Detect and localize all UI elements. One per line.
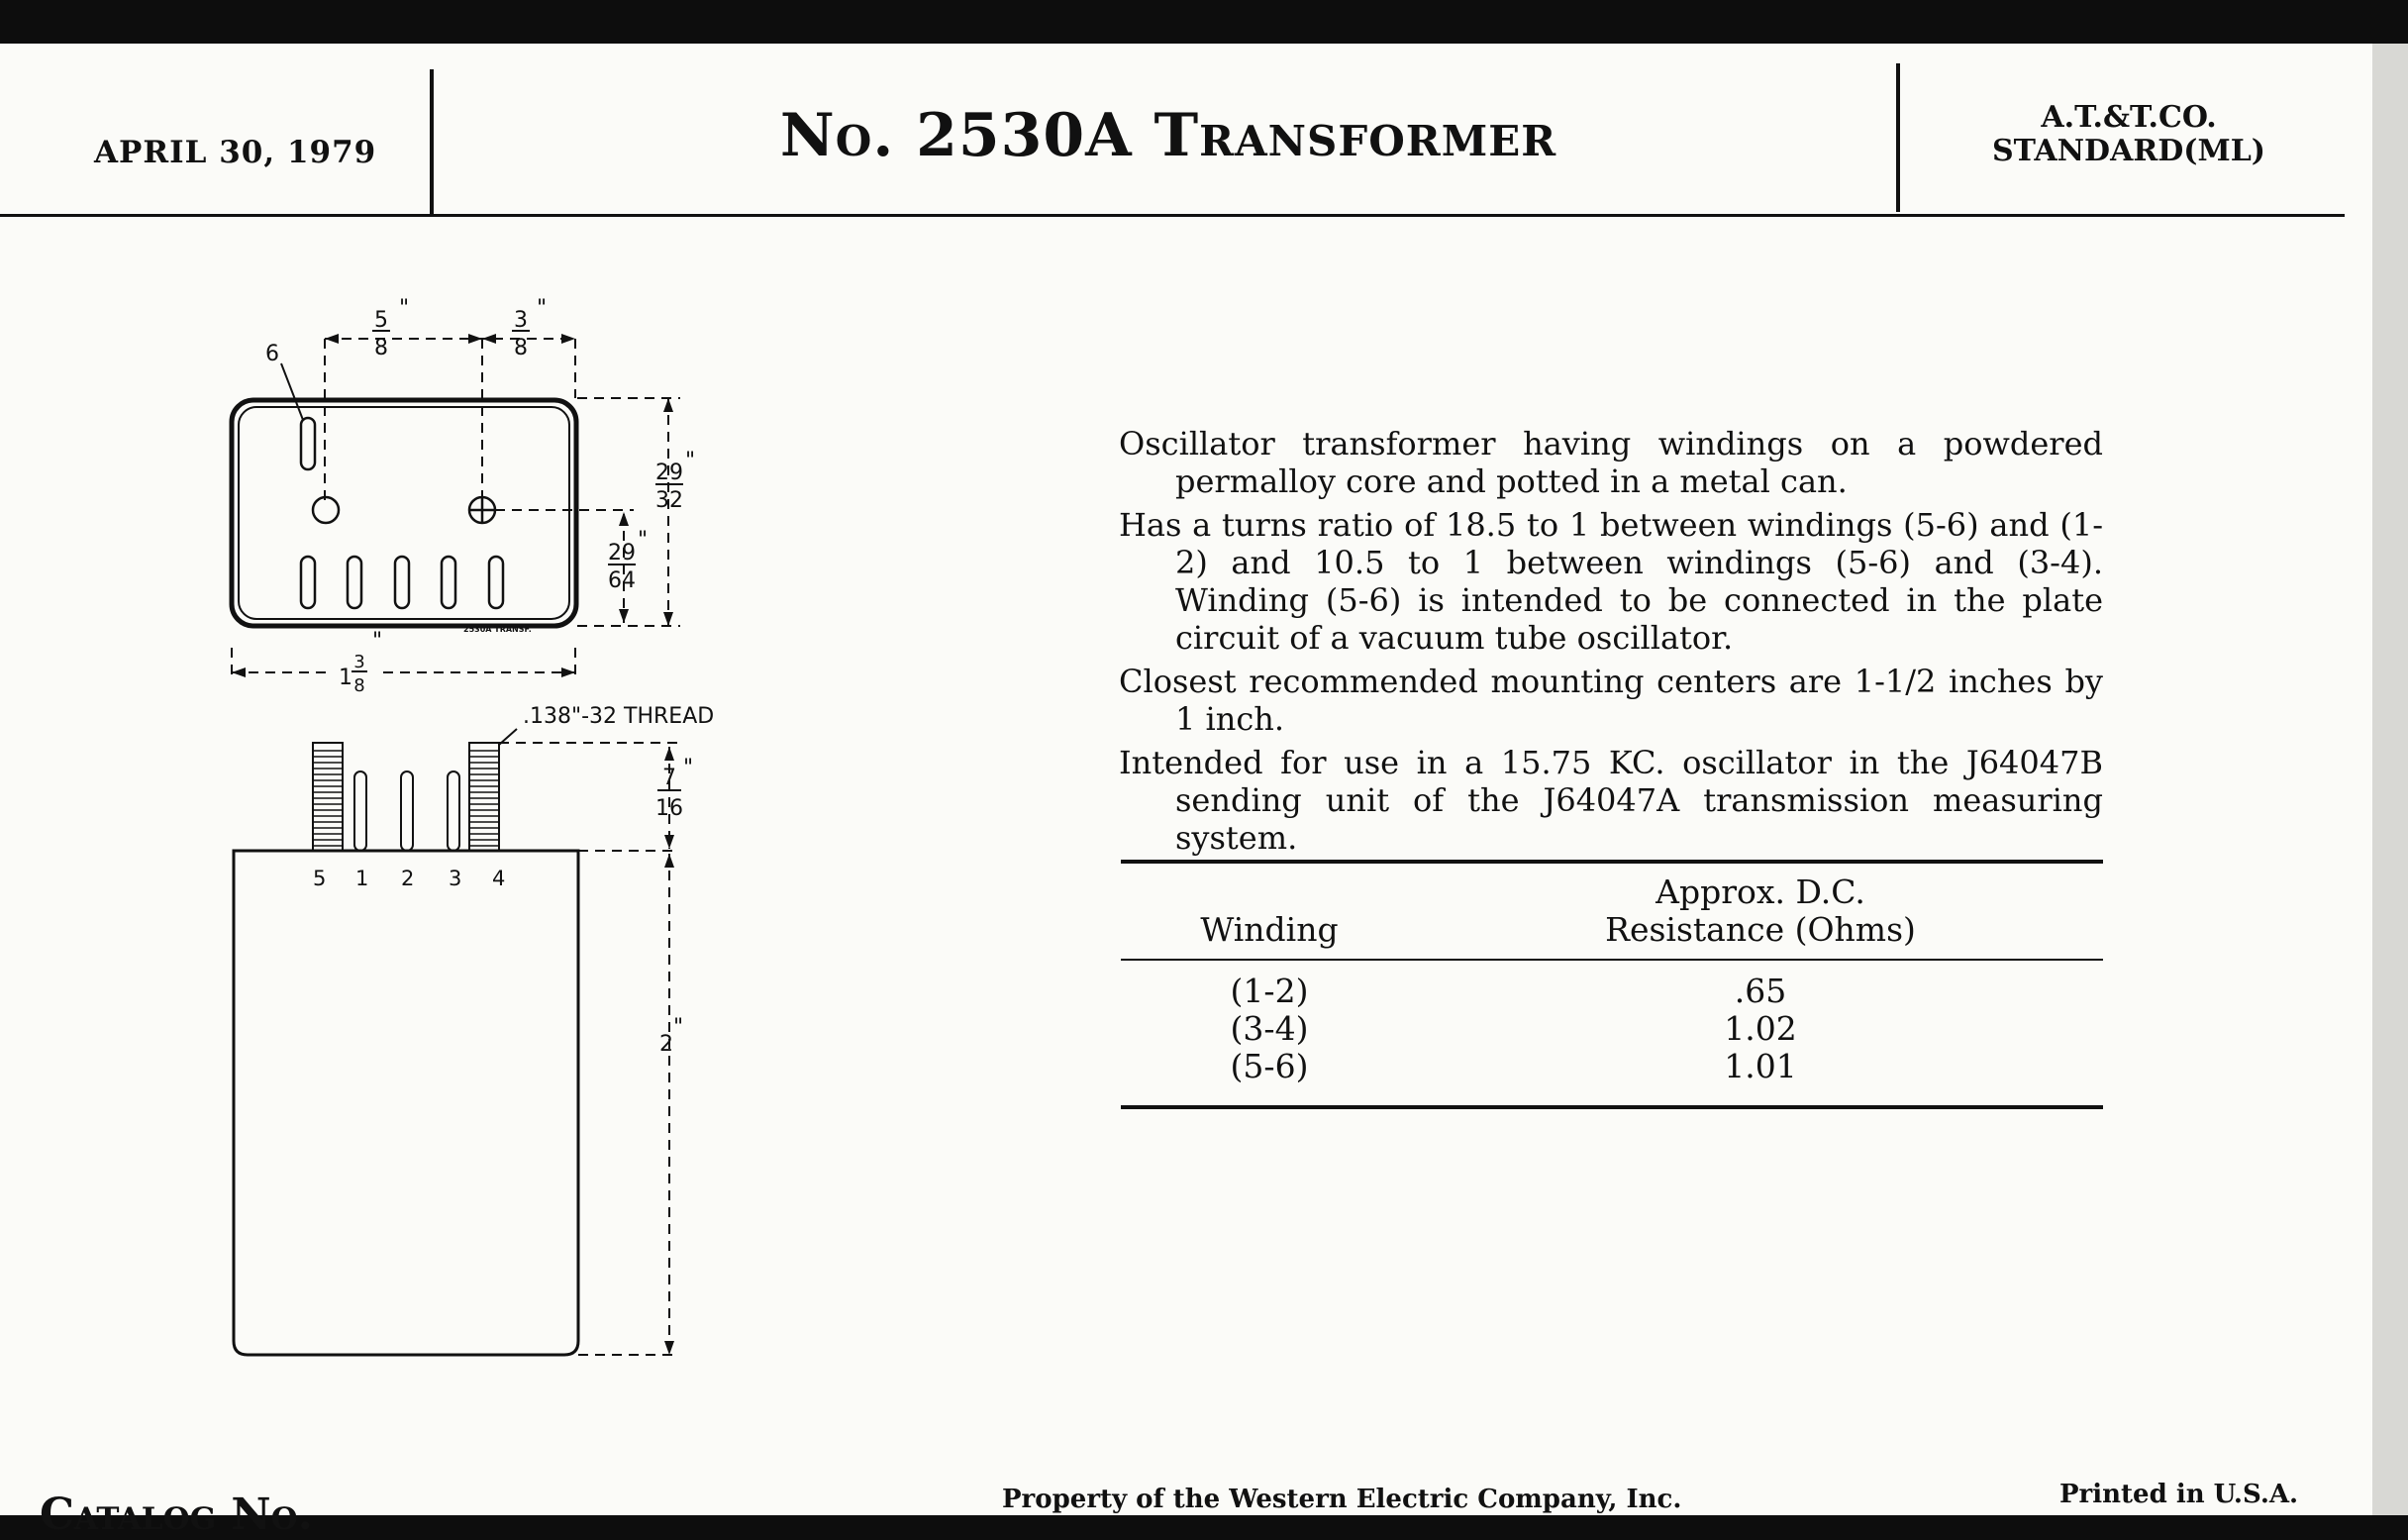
header-resistance-line-1: Approx. D.C. — [1656, 873, 1865, 911]
side-dimension-lines — [499, 743, 679, 1355]
table-row — [1121, 960, 2103, 1010]
resistance-table — [1121, 860, 2103, 1091]
terminal-label-1: 1 — [355, 867, 369, 890]
nameplate-label: 2530A TRANSF. — [463, 625, 532, 634]
dim-2-inch-mark: " — [673, 1015, 684, 1040]
dim-3-8-den: 8 — [514, 336, 528, 360]
dim-5-8-num: 5 — [374, 308, 388, 333]
slot-4 — [489, 557, 503, 608]
dimension-arrows — [232, 334, 674, 1355]
slot-1 — [348, 557, 361, 608]
dim-7-16-den: 16 — [655, 796, 683, 821]
property-notice: Property of the Western Electric Company, Inc. — [1002, 1485, 1682, 1514]
terminal-labels — [313, 867, 505, 890]
header-divider-left — [430, 69, 434, 216]
dim-29-64-num: 29 — [608, 541, 636, 565]
thread-hatching — [313, 751, 499, 846]
dim-2-label: 2 — [659, 1032, 673, 1057]
description-paragraph-3: Closest recommended mounting centers are 1-1/2 inches by 1 inch. — [1119, 663, 2103, 738]
resistance-cell: .65 — [1734, 972, 1787, 1010]
dim-29-32-den: 32 — [655, 488, 683, 513]
dim-29-64-den: 64 — [608, 568, 636, 593]
slot-3 — [442, 557, 455, 608]
standard-line-2: STANDARD(ML) — [1992, 134, 2265, 168]
catalog-number-label: Catalog No. — [40, 1489, 313, 1540]
scan-margin — [2372, 44, 2408, 1515]
dimension-labels — [331, 296, 714, 1060]
winding-cell: (5-6) — [1230, 1047, 1309, 1085]
thread-label: .138"-32 THREAD — [523, 704, 715, 729]
dim-1-3-8-num: 3 — [353, 652, 365, 672]
header-rule — [0, 214, 2345, 217]
header-divider-right — [1896, 63, 1900, 212]
table-header-row — [1121, 860, 2103, 960]
terminal-pin-1 — [354, 771, 366, 851]
dim-29-64-inch-mark: " — [638, 528, 649, 553]
dim-29-32-inch-mark: " — [685, 449, 696, 473]
terminal-label-4: 4 — [492, 867, 506, 890]
dim-7-16-inch-mark: " — [683, 756, 694, 780]
description-paragraph-2: Has a turns ratio of 18.5 to 1 between windings (5-6) and (1-2) and 10.5 to 1 between windings (5-6) and (3-4). Winding (5-6) is intended to be connected in the plate circuit of a vacuum tube oscillator. — [1119, 506, 2103, 657]
dim-1-3-8-inch-mark: " — [372, 629, 383, 654]
standard-line-1: A.T.&T.CO. — [2041, 100, 2217, 135]
terminal-pin-2 — [401, 771, 413, 851]
printed-notice: Printed in U.S.A. — [2059, 1480, 2299, 1509]
table-bottom-rule — [1121, 1105, 2103, 1109]
mounting-hole-left — [313, 497, 339, 523]
table-row — [1121, 1048, 2103, 1091]
terminal-label-5: 5 — [313, 867, 327, 890]
description — [1119, 425, 2103, 863]
header-winding: Winding — [1121, 860, 1418, 960]
terminal-pin-3 — [448, 771, 459, 851]
standard-label — [1911, 101, 2347, 168]
slot-5 — [301, 557, 315, 608]
transformer-drawing — [198, 271, 752, 1381]
dim-29-32-num: 29 — [655, 461, 683, 485]
winding-cell: (1-2) — [1230, 972, 1309, 1010]
resistance-cell: 1.01 — [1724, 1047, 1797, 1085]
slot-6 — [301, 418, 315, 469]
terminal-label-2: 2 — [401, 867, 415, 890]
page-title: No. 2530A Transformer — [779, 101, 1557, 170]
winding-cell: (3-4) — [1230, 1009, 1309, 1048]
issue-date: APRIL 30, 1979 — [94, 135, 377, 170]
terminal-label-3: 3 — [449, 867, 462, 890]
top-view — [232, 342, 576, 634]
header-resistance — [1418, 860, 2103, 960]
description-paragraph-1: Oscillator transformer having windings on a powdered permalloy core and potted in a metal can. — [1119, 425, 2103, 500]
terminal-6-label: 6 — [265, 342, 279, 366]
resistance-cell: 1.02 — [1724, 1009, 1797, 1048]
slot-2 — [395, 557, 409, 608]
dim-7-16-num: 7 — [662, 766, 676, 790]
dim-3-8-inch-mark: " — [537, 296, 548, 321]
dim-1-3-8-whole: 1 — [339, 666, 352, 690]
dim-5-8-inch-mark: " — [399, 296, 410, 321]
header-resistance-line-2: Resistance (Ohms) — [1605, 910, 1916, 949]
side-view — [234, 729, 578, 1355]
catalog-sheet — [0, 44, 2372, 1540]
dim-5-8-den: 8 — [374, 336, 388, 360]
table-row — [1121, 1010, 2103, 1048]
description-paragraph-4: Intended for use in a 15.75 KC. oscillator in the J64047B sending unit of the J64047A transmission measuring system. — [1119, 744, 2103, 857]
dim-3-8-num: 3 — [514, 308, 528, 333]
dim-1-3-8-den: 8 — [353, 675, 365, 696]
